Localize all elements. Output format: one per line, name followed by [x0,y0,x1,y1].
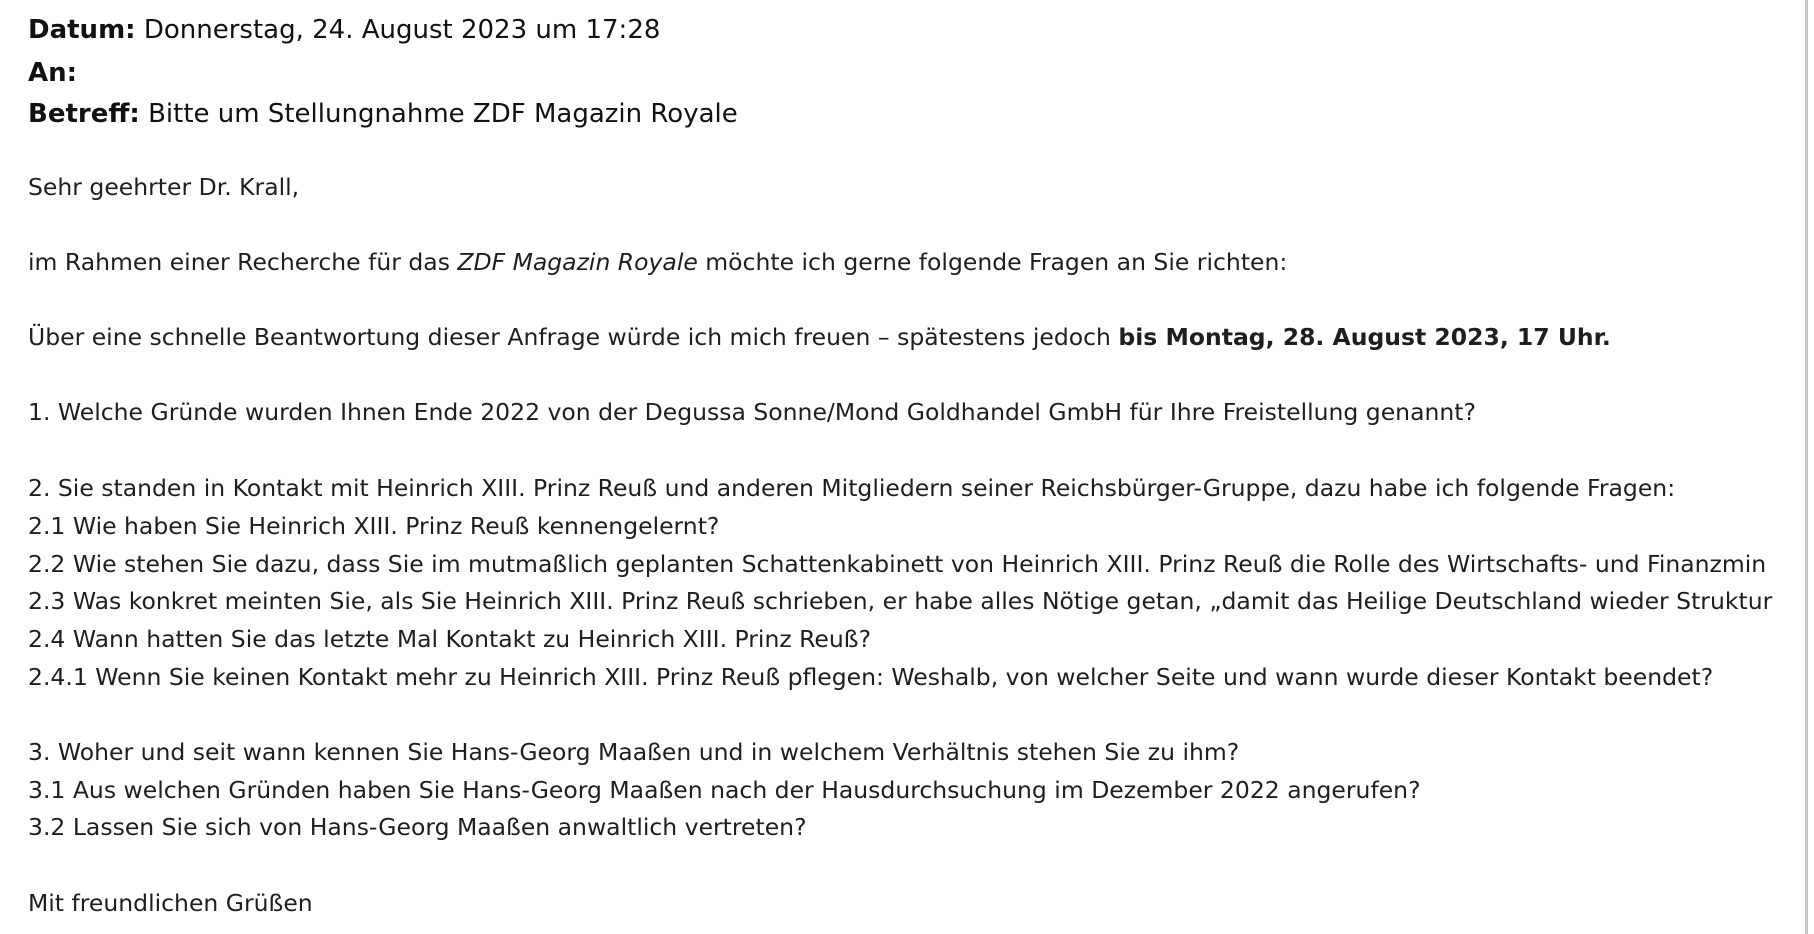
deadline-pre: Über eine schnelle Beantwortung dieser Anfrage würde ich mich freuen – spätestens jedoch [28,323,1119,351]
deadline-bold: bis Montag, 28. August 2023, 17 Uhr. [1118,323,1611,351]
to-line [28,60,77,86]
question-2-2: 2.2 Wie stehen Sie dazu, dass Sie im mutmaßlich geplanten Schattenkabinett von Heinrich XIII. Prinz Reuß die Rolle des Wirtschafts- und Finanzmin [28,550,1767,578]
subject-value: Bitte um Stellungnahme ZDF Magazin Royale [148,99,738,129]
question-2: 2. Sie standen in Kontakt mit Heinrich XIII. Prinz Reuß und anderen Mitgliedern seiner Reichsbürger-Gruppe, dazu habe ich folgende Fragen: [28,474,1676,502]
question-3-1: 3.1 Aus welchen Gründen haben Sie Hans-Georg Maaßen nach der Hausdurchsuchung im Dezember 2022 angerufen? [28,776,1421,804]
question-2-4-1: 2.4.1 Wenn Sie keinen Kontakt mehr zu Heinrich XIII. Prinz Reuß pflegen: Weshalb, von welcher Seite und wann wurde dieser Kontakt beendet? [28,663,1714,691]
date-value: Donnerstag, 24. August 2023 um 17:28 [143,15,661,45]
question-2-4: 2.4 Wann hatten Sie das letzte Mal Kontakt zu Heinrich XIII. Prinz Reuß? [28,625,872,653]
intro-paragraph [28,248,1288,276]
intro-italic: ZDF Magazin Royale [457,248,698,276]
date-label: Datum: [28,15,136,45]
intro-pre: im Rahmen einer Recherche für das [28,248,458,276]
page-edge-divider [1805,0,1808,934]
closing: Mit freundlichen Grüßen [28,889,313,917]
question-3: 3. Woher und seit wann kennen Sie Hans-Georg Maaßen und in welchem Verhältnis stehen Sie zu ihm? [28,738,1240,766]
subject-label: Betreff: [28,99,140,129]
salutation: Sehr geehrter Dr. Krall, [28,173,300,201]
question-2-3: 2.3 Was konkret meinten Sie, als Sie Heinrich XIII. Prinz Reuß schrieben, er habe alles Nötige getan, „damit das Heilige Deutschland wieder Struktur [28,587,1773,615]
deadline-paragraph [28,323,1611,351]
subject-line [28,101,738,127]
question-1: 1. Welche Gründe wurden Ihnen Ende 2022 von der Degussa Sonne/Mond Goldhandel GmbH für Ihre Freistellung genannt? [28,398,1476,426]
to-label: An: [28,58,78,88]
intro-post: möchte ich gerne folgende Fragen an Sie richten: [697,248,1288,276]
question-3-2: 3.2 Lassen Sie sich von Hans-Georg Maaßen anwaltlich vertreten? [28,813,807,841]
date-line [28,17,660,43]
question-2-1: 2.1 Wie haben Sie Heinrich XIII. Prinz Reuß kennengelernt? [28,512,720,540]
